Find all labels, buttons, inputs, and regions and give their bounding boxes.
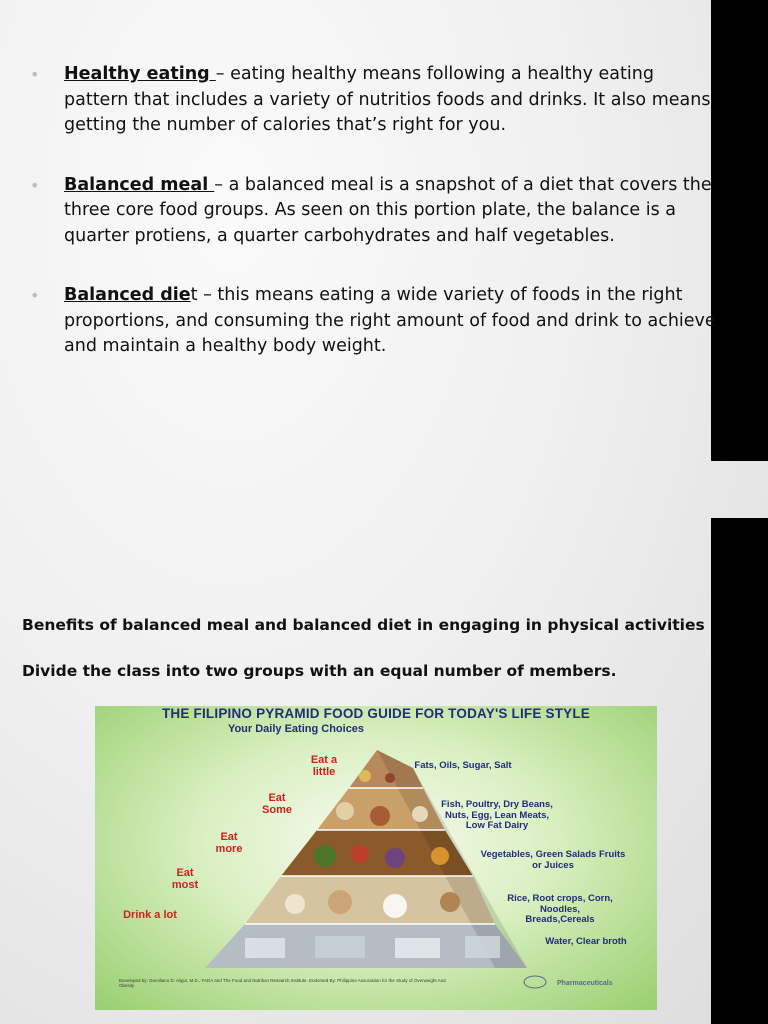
definition-balanced-meal: – a balanced meal is a snapshot of a diet that covers the three core food groups. As seen on this portion plate, the balance is a quarter protiens, a quarter carbohydrates and half vegetables. <box>64 174 712 246</box>
term-balanced-diet: Balanced die <box>64 285 191 305</box>
level-label-eat-some: Eat Some <box>262 792 292 816</box>
term-healthy-eating: Healthy eating <box>64 64 216 84</box>
food-pyramid-poster <box>95 706 657 1010</box>
level-label-eat-most: Eat most <box>171 867 199 891</box>
company-logo-icon <box>524 976 546 988</box>
poster-company: Pharmaceuticals <box>557 980 613 987</box>
food-group-grains: Rice, Root crops, Corn, Noodles, Breads,Cereals <box>507 893 613 925</box>
bullet-dot: • <box>30 286 40 305</box>
level-label-eat-more: Eat more <box>215 831 243 855</box>
poster-credits: Developed by: Gemiliano D. Aligui, M.D., FADA and The Food and Nutrition Research Institute. Endorsed By: Philippine Association for the Study of Overweight And Obesity <box>119 978 446 988</box>
bullet-balanced-diet <box>30 283 720 360</box>
bullet-healthy-eating <box>30 62 720 139</box>
benefits-heading: Benefits of balanced meal and balanced diet in engaging in physical activities <box>22 616 705 634</box>
poster-title: THE FILIPINO PYRAMID FOOD GUIDE FOR TODAY'S LIFE STYLE <box>161 706 591 721</box>
food-group-fats: Fats, Oils, Sugar, Salt <box>414 760 512 771</box>
food-group-water: Water, Clear broth <box>545 936 627 947</box>
food-group-vegetables: Vegetables, Green Salads Fruits or Juices <box>480 849 626 871</box>
divide-instruction: Divide the class into two groups with an equal number of members. <box>22 662 617 680</box>
level-label-drink-a-lot: Drink a lot <box>123 909 177 921</box>
poster-subtitle: Your Daily Eating Choices <box>227 723 365 735</box>
definitions-list <box>30 62 720 394</box>
term-balanced-meal: Balanced meal <box>64 174 215 195</box>
definition-balanced-diet: t – this means eating a wide variety of foods in the right proportions, and consuming the right amount of food and drink to achieve and maintain a healthy body weight. <box>64 285 716 356</box>
food-group-protein: Fish, Poultry, Dry Beans, Nuts, Egg, Lean Meats, Low Fat Dairy <box>441 799 553 831</box>
definition-healthy-eating: – eating healthy means following a healthy eating pattern that includes a variety of nutritios foods and drinks. It also means getting the number of calories that’s right for you. <box>64 64 711 135</box>
bullet-dot: • <box>30 65 40 84</box>
level-label-eat-a-little: Eat a little <box>310 754 338 778</box>
bullet-dot: • <box>30 175 40 195</box>
bullet-balanced-meal <box>30 173 720 250</box>
right-black-bar-bottom <box>711 518 768 1024</box>
